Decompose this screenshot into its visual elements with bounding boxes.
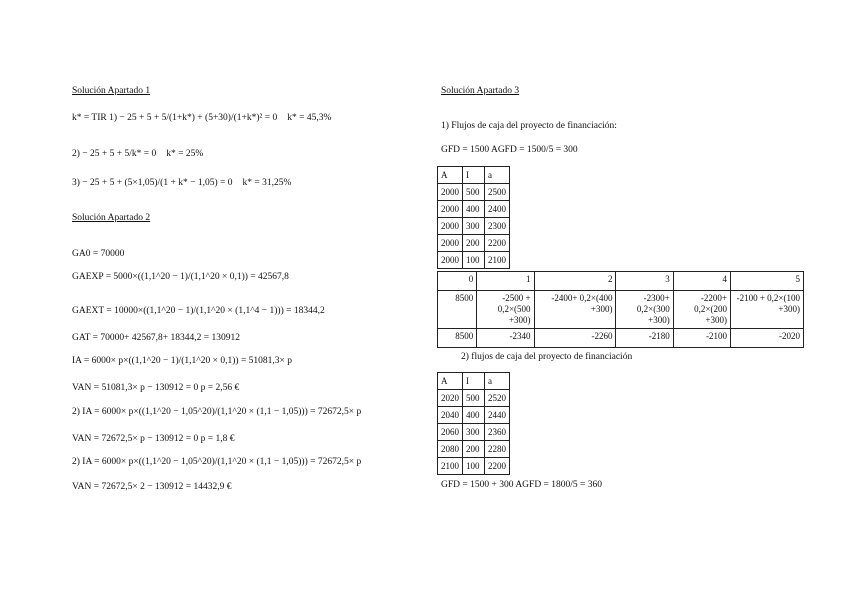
table-row [438, 407, 510, 424]
table-cell: 2440 [485, 407, 510, 424]
equation-gaext: GAEXT = 10000×((1,1^20 − 1)/(1,1^20 × (1,1^4 − 1))) = 18344,2 [72, 306, 325, 316]
table-cell: 2080 [438, 441, 463, 458]
heading-apartado-3: Solución Apartado 3 [441, 86, 520, 96]
subheading-flujos-1: 1) Flujos de caja del proyecto de financiación: [441, 121, 617, 131]
header-cell: I [463, 373, 485, 390]
table-cell: -2100 + 0,2×(100 +300) [730, 291, 803, 329]
equation-gat: GAT = 70000+ 42567,8+ 18344,2 = 130912 [72, 333, 240, 343]
equation-1a-text: k* = TIR 1) − 25 + 5 + 5/(1+k*) + (5+30)/(1+k*)² = 0 [72, 113, 278, 123]
equation-1a [72, 113, 331, 123]
table-cell: 2000 [438, 184, 463, 201]
subheading-flujos-2: 2) flujos de caja del proyecto de financiación [461, 352, 633, 362]
table-cell: 8500 [438, 291, 477, 329]
equation-ia-1: IA = 6000× p×((1,1^20 − 1)/(1,1^20 × 0,1)) = 51081,3× p [72, 356, 293, 366]
header-cell: I [463, 167, 485, 184]
table-cell: 2040 [438, 407, 463, 424]
equation-1c-text: 3) − 25 + 5 + (5×1,05)/(1 + k* − 1,05) = 0 [72, 178, 233, 188]
gfd-line-2: GFD = 1500 + 300 AGFD = 1800/5 = 360 [441, 480, 603, 490]
table-cell: 2200 [485, 235, 510, 252]
header-cell: A [438, 167, 463, 184]
table-header-row [438, 272, 804, 291]
table-cell: 100 [463, 252, 485, 269]
table-cell: 300 [463, 218, 485, 235]
table-cell: -2200+ 0,2×(200 +300) [673, 291, 730, 329]
table-cell: 100 [463, 458, 485, 475]
equation-ia-3: 2) IA = 6000× p×((1,1^20 − 1,05^20)/(1,1^20 × (1,1 − 1,05))) = 72672,5× p [72, 457, 362, 467]
table-cell: 500 [463, 390, 485, 407]
heading-apartado-1: Solución Apartado 1 [72, 86, 151, 96]
equation-van-2: VAN = 72672,5× p − 130912 = 0 p = 1,8 € [72, 434, 235, 444]
table-cell: 2200 [485, 458, 510, 475]
header-cell: A [438, 373, 463, 390]
table-cell: -2100 [673, 329, 730, 348]
table-cell: 2020 [438, 390, 463, 407]
table-cell: -2020 [730, 329, 803, 348]
table-row [438, 329, 804, 348]
table-row [438, 424, 510, 441]
header-cell: a [485, 167, 510, 184]
table-cell: -2300+ 0,2×(300 +300) [616, 291, 673, 329]
table-cell: 400 [463, 201, 485, 218]
table-row [438, 291, 804, 329]
table-cell: 2060 [438, 424, 463, 441]
table-cell: 2280 [485, 441, 510, 458]
table-row [438, 184, 510, 201]
equation-ia-2: 2) IA = 6000× p×((1,1^20 − 1,05^20)/(1,1^20 × (1,1 − 1,05))) = 72672,5× p [72, 407, 362, 417]
equation-1a-result: k* = 45,3% [287, 113, 332, 123]
table-cell: -2340 [477, 329, 534, 348]
header-cell: 3 [616, 272, 673, 291]
equation-1b-text: 2) − 25 + 5 + 5/k* = 0 [72, 149, 157, 159]
table-cell: 2520 [485, 390, 510, 407]
table-row [438, 390, 510, 407]
table-cell: 2500 [485, 184, 510, 201]
table-cell: 2000 [438, 201, 463, 218]
table-flujos-2 [437, 372, 510, 475]
table-cell: 500 [463, 184, 485, 201]
table-row [438, 201, 510, 218]
gfd-line-1: GFD = 1500 AGFD = 1500/5 = 300 [441, 145, 578, 155]
equation-1b-result: k* = 25% [166, 149, 204, 159]
table-cell: -2400+ 0,2×(400 +300) [534, 291, 616, 329]
heading-apartado-2: Solución Apartado 2 [72, 213, 151, 223]
table-cell: 200 [463, 441, 485, 458]
table-cell: 2360 [485, 424, 510, 441]
table-cell: 2300 [485, 218, 510, 235]
table-cell: 2100 [485, 252, 510, 269]
equation-1b [72, 149, 203, 159]
table-cell: 2000 [438, 252, 463, 269]
equation-1c-result: k* = 31,25% [242, 178, 292, 188]
table-cell: 2100 [438, 458, 463, 475]
table-row [438, 218, 510, 235]
equation-van-1: VAN = 51081,3× p − 130912 = 0 p = 2,56 € [72, 383, 240, 393]
table-cell: 8500 [438, 329, 477, 348]
table-row [438, 235, 510, 252]
equation-gaexp: GAEXP = 5000×((1,1^20 − 1)/(1,1^20 × 0,1)) = 42567,8 [72, 272, 289, 282]
table-cell: 2400 [485, 201, 510, 218]
equation-van-3: VAN = 72672,5× 2 − 130912 = 14432,9 € [72, 482, 232, 492]
table-cell: 400 [463, 407, 485, 424]
header-cell: 1 [477, 272, 534, 291]
table-cell: 300 [463, 424, 485, 441]
header-cell: 2 [534, 272, 616, 291]
header-cell: a [485, 373, 510, 390]
table-header-row [438, 167, 510, 184]
table-header-row [438, 373, 510, 390]
table-flujos-periodos [437, 271, 804, 348]
table-row [438, 441, 510, 458]
equation-1c [72, 178, 291, 188]
header-cell: 0 [438, 272, 477, 291]
equation-ga0: GA0 = 70000 [72, 249, 125, 259]
table-flujos-1 [437, 166, 510, 269]
table-row [438, 458, 510, 475]
table-cell: -2500 + 0,2×(500 +300) [477, 291, 534, 329]
table-row [438, 252, 510, 269]
header-cell: 5 [730, 272, 803, 291]
table-cell: 2000 [438, 218, 463, 235]
table-cell: 200 [463, 235, 485, 252]
table-cell: 2000 [438, 235, 463, 252]
table-cell: -2260 [534, 329, 616, 348]
header-cell: 4 [673, 272, 730, 291]
table-cell: -2180 [616, 329, 673, 348]
